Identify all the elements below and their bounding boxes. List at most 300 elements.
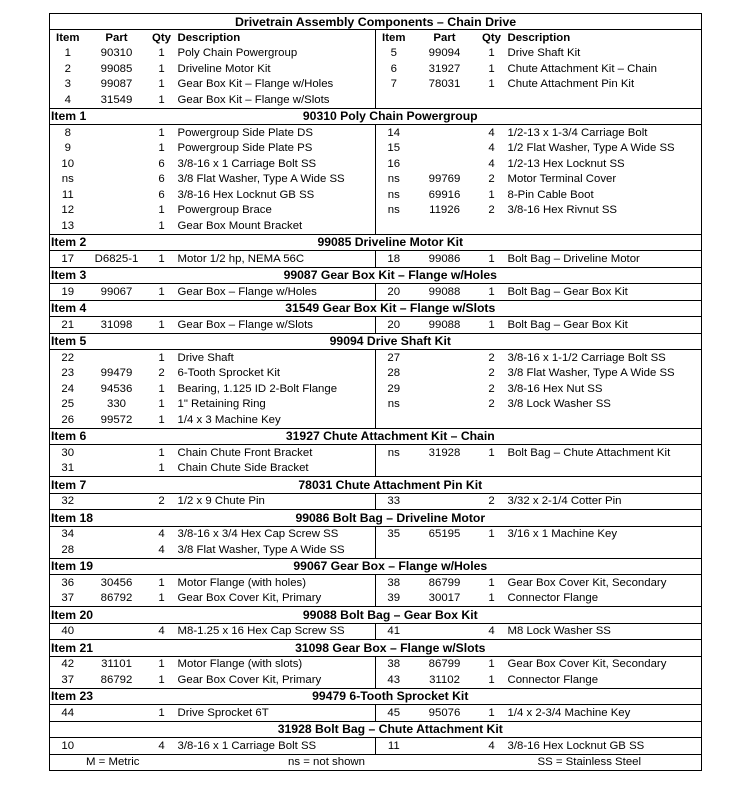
left-description-cell: 3/8-16 x 1 Carriage Bolt SS — [177, 157, 317, 170]
right-item-cell: 28 — [376, 366, 412, 382]
left-qty-cell: 4 — [158, 543, 165, 556]
left-qty-cell: 1 — [158, 382, 165, 395]
legend-row — [50, 754, 702, 771]
right-item-cell: 20 — [376, 284, 412, 301]
left-description-cell: Motor 1/2 hp, NEMA 56C — [177, 252, 305, 265]
right-item-cell: 45 — [376, 705, 412, 722]
left-qty-cell: 4 — [158, 739, 165, 752]
section-header-row — [50, 108, 702, 125]
section-label: Item 2 — [50, 234, 148, 251]
right-part-cell: 78031 — [428, 78, 461, 91]
left-item-cell: 12 — [50, 203, 86, 219]
table-row — [50, 526, 702, 542]
left-item-cell: 26 — [50, 412, 86, 428]
left-description-cell: Chain Chute Front Bracket — [177, 446, 313, 459]
left-item-cell: 22 — [50, 350, 86, 366]
left-part-cell: 31101 — [101, 658, 132, 671]
right-description-cell: 3/8-16 Hex Rivnut SS — [506, 203, 702, 219]
right-part-cell: 86799 — [428, 576, 461, 589]
table-row — [50, 350, 702, 366]
legend-not-shown: ns = not shown — [176, 754, 478, 771]
left-qty-cell: 1 — [158, 592, 165, 605]
section-title: 99067 Gear Box – Flange w/Holes — [148, 558, 702, 575]
right-item-cell: 6 — [376, 61, 412, 77]
left-item-cell: 37 — [50, 672, 86, 688]
section-header-row — [50, 607, 702, 624]
left-item-cell: 28 — [50, 542, 86, 558]
right-part-cell: 99094 — [428, 47, 461, 60]
right-description-cell: 1/4 x 2-3/4 Machine Key — [506, 705, 702, 722]
section-title: 99088 Bolt Bag – Gear Box Kit — [148, 607, 702, 624]
left-qty-cell: 1 — [158, 219, 165, 232]
right-description-cell: Connector Flange — [506, 591, 702, 607]
table-row — [50, 412, 702, 428]
left-qty-cell: 2 — [158, 495, 165, 508]
left-part-cell — [86, 125, 148, 141]
right-qty-cell — [478, 461, 506, 477]
left-qty-cell: 1 — [158, 204, 165, 217]
right-item-cell: 15 — [376, 141, 412, 157]
right-part-cell — [412, 493, 478, 510]
right-description-cell: Gear Box Cover Kit, Secondary — [506, 575, 702, 591]
left-description-cell: Drive Shaft — [177, 351, 234, 364]
right-qty-cell: 1 — [488, 706, 495, 719]
table-row — [50, 542, 702, 558]
left-item-cell: 36 — [50, 575, 86, 591]
left-description-cell: 3/8 Flat Washer, Type A Wide SS — [177, 543, 345, 556]
right-description-cell: Bolt Bag – Gear Box Kit — [506, 284, 702, 301]
section-title: 78031 Chute Attachment Pin Kit — [148, 477, 702, 494]
section-label: Item 4 — [50, 300, 148, 317]
right-qty-cell: 2 — [488, 367, 495, 380]
header-qty-left: Qty — [152, 31, 171, 44]
right-description-cell — [506, 92, 702, 108]
left-qty-cell: 1 — [158, 673, 165, 686]
right-description-cell: 3/32 x 2-1/4 Cotter Pin — [506, 493, 702, 510]
right-description-cell: Bolt Bag – Driveline Motor — [506, 251, 702, 268]
column-header-row — [50, 30, 702, 46]
table-row — [50, 218, 702, 234]
section-header-row — [50, 688, 702, 705]
left-qty-cell: 1 — [158, 398, 165, 411]
right-item-cell: 18 — [376, 251, 412, 268]
right-item-cell: 20 — [376, 317, 412, 334]
right-part-cell — [412, 156, 478, 172]
left-item-cell: 17 — [50, 251, 86, 268]
left-description-cell: 3/8 Flat Washer, Type A Wide SS — [177, 173, 345, 186]
left-description-cell: Motor Flange (with slots) — [177, 658, 303, 671]
right-part-cell — [412, 623, 478, 640]
right-item-cell: ns — [376, 397, 412, 413]
left-part-cell — [86, 493, 148, 510]
right-qty-cell: 1 — [488, 592, 495, 605]
left-item-cell: 21 — [50, 317, 86, 334]
right-qty-cell: 4 — [488, 142, 495, 155]
header-part-right: Part — [433, 31, 456, 44]
right-qty-cell: 1 — [488, 78, 495, 91]
left-item-cell: 13 — [50, 218, 86, 234]
right-qty-cell: 4 — [488, 126, 495, 139]
left-qty-cell: 1 — [158, 351, 165, 364]
left-part-cell — [86, 141, 148, 157]
left-qty-cell: 2 — [158, 367, 165, 380]
table-row — [50, 77, 702, 93]
left-description-cell: Gear Box Cover Kit, Primary — [177, 673, 322, 686]
left-description-cell: Bearing, 1.125 ID 2-Bolt Flange — [177, 382, 338, 395]
right-part-cell — [412, 366, 478, 382]
left-part-cell: 90310 — [100, 47, 133, 60]
right-part-cell: 99088 — [428, 318, 461, 331]
right-part-cell — [412, 412, 478, 428]
right-description-cell: 3/8-16 Hex Locknut GB SS — [506, 738, 702, 755]
left-description-cell: M8-1.25 x 16 Hex Cap Screw SS — [177, 625, 345, 638]
right-part-cell — [412, 542, 478, 558]
table-row — [50, 575, 702, 591]
left-part-cell: 94536 — [100, 382, 133, 395]
section-title: 99087 Gear Box Kit – Flange w/Holes — [148, 267, 702, 284]
left-qty-cell: 1 — [158, 413, 165, 426]
section-header-row — [50, 510, 702, 527]
left-qty-cell: 1 — [158, 462, 165, 475]
right-qty-cell: 1 — [488, 673, 495, 686]
section-label: Item 6 — [50, 428, 148, 445]
drivetrain-parts-table — [49, 13, 702, 771]
section-label: Item 18 — [50, 510, 148, 527]
right-qty-cell — [478, 542, 506, 558]
right-qty-cell: 1 — [488, 285, 495, 298]
left-description-cell: Gear Box Kit – Flange w/Slots — [177, 93, 330, 106]
header-description-right: Description — [506, 30, 702, 46]
right-qty-cell: 2 — [488, 382, 495, 395]
left-item-cell: 3 — [50, 77, 86, 93]
left-qty-cell: 4 — [158, 625, 165, 638]
left-description-cell: Chain Chute Side Bracket — [177, 462, 309, 475]
section-title: 31098 Gear Box – Flange w/Slots — [148, 640, 702, 657]
left-item-cell: 44 — [50, 705, 86, 722]
table-title: Drivetrain Assembly Components – Chain Drive — [50, 14, 702, 30]
left-description-cell: Gear Box Cover Kit, Primary — [177, 592, 322, 605]
right-description-cell: Bolt Bag – Gear Box Kit — [506, 317, 702, 334]
left-item-cell: 11 — [50, 187, 86, 203]
header-description-left: Description — [177, 31, 241, 44]
right-part-cell: 95076 — [428, 706, 461, 719]
header-qty-right: Qty — [482, 31, 501, 44]
left-part-cell — [86, 172, 148, 188]
left-description-cell: 1/2 x 9 Chute Pin — [177, 495, 265, 508]
table-row — [50, 203, 702, 219]
section-title: 31549 Gear Box Kit – Flange w/Slots — [148, 300, 702, 317]
right-description-cell: 3/8 Lock Washer SS — [506, 397, 702, 413]
left-description-cell: Powergroup Side Plate PS — [177, 142, 313, 155]
right-part-cell: 99769 — [428, 173, 461, 186]
right-part-cell — [412, 350, 478, 366]
table-row — [50, 656, 702, 672]
section-title: 99085 Driveline Motor Kit — [148, 234, 702, 251]
section-title: 99094 Drive Shaft Kit — [148, 333, 702, 350]
right-item-cell: 5 — [376, 46, 412, 62]
right-description-cell: 8-Pin Cable Boot — [506, 187, 702, 203]
left-description-cell: Gear Box – Flange w/Holes — [177, 285, 317, 298]
left-item-cell: 32 — [50, 493, 86, 510]
table-title-row — [50, 14, 702, 30]
left-part-cell: 86792 — [100, 673, 133, 686]
left-qty-cell: 1 — [158, 658, 165, 671]
left-item-cell: 34 — [50, 526, 86, 542]
left-description-cell: Driveline Motor Kit — [177, 62, 271, 75]
right-part-cell — [412, 92, 478, 108]
right-part-cell — [412, 141, 478, 157]
right-description-cell: 3/8-16 x 1-1/2 Carriage Bolt SS — [506, 350, 702, 366]
legend-stainless-steel: SS = Stainless Steel — [478, 754, 702, 771]
left-qty-cell: 1 — [158, 78, 165, 91]
table-row — [50, 92, 702, 108]
right-description-cell — [506, 461, 702, 477]
right-item-cell: 11 — [376, 738, 412, 755]
right-qty-cell: 2 — [488, 351, 495, 364]
right-part-cell — [412, 218, 478, 234]
table-row — [50, 251, 702, 268]
section-header-row — [50, 234, 702, 251]
table-row — [50, 366, 702, 382]
right-item-cell: ns — [376, 187, 412, 203]
right-description-cell: 3/16 x 1 Machine Key — [506, 526, 702, 542]
right-qty-cell: 1 — [488, 528, 495, 541]
table-row — [50, 381, 702, 397]
right-item-cell: 29 — [376, 381, 412, 397]
right-qty-cell: 2 — [488, 398, 495, 411]
left-qty-cell: 1 — [158, 318, 165, 331]
left-part-cell: 330 — [106, 398, 126, 411]
right-item-cell: 41 — [376, 623, 412, 640]
left-description-cell: Gear Box – Flange w/Slots — [177, 318, 313, 331]
left-part-cell: 99572 — [100, 413, 133, 426]
left-item-cell: 19 — [50, 284, 86, 301]
right-part-cell: 86799 — [428, 658, 461, 671]
left-qty-cell: 1 — [158, 576, 165, 589]
left-item-cell: 10 — [50, 738, 86, 755]
section-header-row — [50, 428, 702, 445]
right-part-cell — [412, 125, 478, 141]
left-part-cell: D6825-1 — [94, 252, 139, 265]
right-item-cell: 14 — [376, 125, 412, 141]
right-item-cell — [376, 92, 412, 108]
legend-metric: M = Metric — [50, 754, 176, 771]
left-part-cell — [86, 156, 148, 172]
right-qty-cell — [478, 412, 506, 428]
table-row — [50, 317, 702, 334]
right-qty-cell: 2 — [488, 495, 495, 508]
right-description-cell: 1/2-13 Hex Locknut SS — [506, 156, 702, 172]
left-item-cell: 37 — [50, 591, 86, 607]
right-qty-cell: 1 — [488, 47, 495, 60]
right-item-cell: 39 — [376, 591, 412, 607]
right-description-cell — [506, 218, 702, 234]
section-header-row — [50, 640, 702, 657]
left-part-cell: 31098 — [100, 318, 133, 331]
right-qty-cell: 1 — [488, 188, 495, 201]
header-item-left: Item — [50, 30, 86, 46]
right-part-cell — [412, 461, 478, 477]
left-item-cell: 30 — [50, 445, 86, 461]
right-part-cell: 65195 — [428, 528, 461, 541]
right-item-cell — [376, 412, 412, 428]
table-row — [50, 461, 702, 477]
left-description-cell: 6-Tooth Sprocket Kit — [177, 367, 281, 380]
left-part-cell — [86, 461, 148, 477]
table-row — [50, 141, 702, 157]
right-part-cell: 31928 — [428, 446, 461, 459]
left-part-cell — [86, 203, 148, 219]
left-part-cell — [86, 445, 148, 461]
section-label: Item 21 — [50, 640, 148, 657]
table-row — [50, 156, 702, 172]
right-description-cell: Motor Terminal Cover — [506, 172, 702, 188]
right-description-cell: Bolt Bag – Chute Attachment Kit — [506, 445, 702, 461]
right-part-cell: 99086 — [428, 252, 461, 265]
right-item-cell — [376, 542, 412, 558]
left-qty-cell: 1 — [158, 706, 165, 719]
left-part-cell — [86, 705, 148, 722]
right-item-cell: 16 — [376, 156, 412, 172]
right-qty-cell: 1 — [488, 318, 495, 331]
section-label: Item 20 — [50, 607, 148, 624]
section-title: 31927 Chute Attachment Kit – Chain — [148, 428, 702, 445]
left-part-cell — [86, 218, 148, 234]
right-item-cell: 27 — [376, 350, 412, 366]
right-part-cell: 99088 — [428, 285, 461, 298]
left-description-cell: Gear Box Mount Bracket — [177, 219, 303, 232]
right-description-cell: Chute Attachment Pin Kit — [506, 77, 702, 93]
left-part-cell — [86, 187, 148, 203]
right-description-cell: 1/2 Flat Washer, Type A Wide SS — [506, 141, 702, 157]
right-part-cell: 11926 — [429, 204, 460, 217]
right-qty-cell: 1 — [488, 576, 495, 589]
right-description-cell — [506, 412, 702, 428]
section-header-row — [50, 721, 702, 738]
section-title: 99086 Bolt Bag – Driveline Motor — [148, 510, 702, 527]
left-qty-cell: 1 — [158, 126, 165, 139]
right-item-cell: ns — [376, 172, 412, 188]
left-item-cell: 10 — [50, 156, 86, 172]
table-row — [50, 172, 702, 188]
right-qty-cell: 2 — [488, 204, 495, 217]
left-item-cell: 42 — [50, 656, 86, 672]
section-header-row — [50, 333, 702, 350]
left-part-cell: 31549 — [100, 93, 133, 106]
left-qty-cell: 1 — [158, 142, 165, 155]
section-label: Item 19 — [50, 558, 148, 575]
left-part-cell: 30456 — [100, 576, 133, 589]
left-part-cell: 99087 — [100, 78, 133, 91]
left-description-cell: Gear Box Kit – Flange w/Holes — [177, 78, 334, 91]
left-qty-cell: 1 — [158, 47, 165, 60]
right-item-cell: ns — [376, 445, 412, 461]
section-header-row — [50, 267, 702, 284]
left-qty-cell: 1 — [158, 446, 165, 459]
left-part-cell — [86, 738, 148, 755]
section-header-row — [50, 558, 702, 575]
table-row — [50, 591, 702, 607]
right-qty-cell: 1 — [488, 446, 495, 459]
left-part-cell: 99085 — [100, 62, 133, 75]
left-qty-cell: 1 — [158, 252, 165, 265]
left-description-cell: Powergroup Brace — [177, 204, 272, 217]
left-item-cell: 9 — [50, 141, 86, 157]
section-label: Item 1 — [50, 108, 148, 125]
right-qty-cell: 4 — [488, 625, 495, 638]
right-qty-cell: 4 — [488, 739, 495, 752]
right-part-cell: 69916 — [428, 188, 461, 201]
right-item-cell: 38 — [376, 656, 412, 672]
left-part-cell — [86, 526, 148, 542]
right-qty-cell: 1 — [488, 62, 495, 75]
left-part-cell: 99479 — [100, 367, 133, 380]
right-qty-cell: 2 — [488, 173, 495, 186]
table-row — [50, 61, 702, 77]
right-item-cell: ns — [376, 203, 412, 219]
left-part-cell — [86, 623, 148, 640]
table-row — [50, 187, 702, 203]
left-description-cell: Poly Chain Powergroup — [177, 47, 298, 60]
table-row — [50, 623, 702, 640]
right-part-cell: 31927 — [428, 62, 461, 75]
table-row — [50, 125, 702, 141]
left-item-cell: 24 — [50, 381, 86, 397]
left-qty-cell: 4 — [158, 528, 165, 541]
right-item-cell: 43 — [376, 672, 412, 688]
section-label: Item 3 — [50, 267, 148, 284]
left-description-cell: Drive Sprocket 6T — [177, 706, 269, 719]
section-label: Item 7 — [50, 477, 148, 494]
section-title: 90310 Poly Chain Powergroup — [148, 108, 702, 125]
left-item-cell: 1 — [50, 46, 86, 62]
right-qty-cell: 1 — [488, 252, 495, 265]
table-row — [50, 672, 702, 688]
left-item-cell: 8 — [50, 125, 86, 141]
right-description-cell: Gear Box Cover Kit, Secondary — [506, 656, 702, 672]
right-qty-cell: 1 — [488, 658, 495, 671]
header-item-right: Item — [376, 30, 412, 46]
right-part-cell — [412, 381, 478, 397]
left-qty-cell: 1 — [158, 93, 165, 106]
left-description-cell: 3/8-16 x 3/4 Hex Cap Screw SS — [177, 528, 339, 541]
left-description-cell: Powergroup Side Plate DS — [177, 126, 313, 139]
left-description-cell: 1/4 x 3 Machine Key — [177, 413, 281, 426]
table-row — [50, 493, 702, 510]
left-part-cell — [86, 542, 148, 558]
left-qty-cell: 1 — [158, 285, 165, 298]
left-description-cell: Motor Flange (with holes) — [177, 576, 307, 589]
left-item-cell: 40 — [50, 623, 86, 640]
right-part-cell: 30017 — [428, 592, 461, 605]
right-description-cell: 1/2-13 x 1-3/4 Carriage Bolt — [506, 125, 702, 141]
right-description-cell — [506, 542, 702, 558]
right-item-cell — [376, 218, 412, 234]
parts-document — [49, 13, 701, 771]
header-part-left: Part — [105, 31, 128, 44]
left-part-cell: 86792 — [100, 592, 133, 605]
right-description-cell: 3/8 Flat Washer, Type A Wide SS — [506, 366, 702, 382]
right-part-cell: 31102 — [429, 673, 460, 686]
right-item-cell: 33 — [376, 493, 412, 510]
table-row — [50, 705, 702, 722]
left-item-cell: 23 — [50, 366, 86, 382]
section-label — [50, 721, 148, 738]
left-item-cell: ns — [50, 172, 86, 188]
table-row — [50, 738, 702, 755]
right-qty-cell — [478, 92, 506, 108]
right-item-cell — [376, 461, 412, 477]
